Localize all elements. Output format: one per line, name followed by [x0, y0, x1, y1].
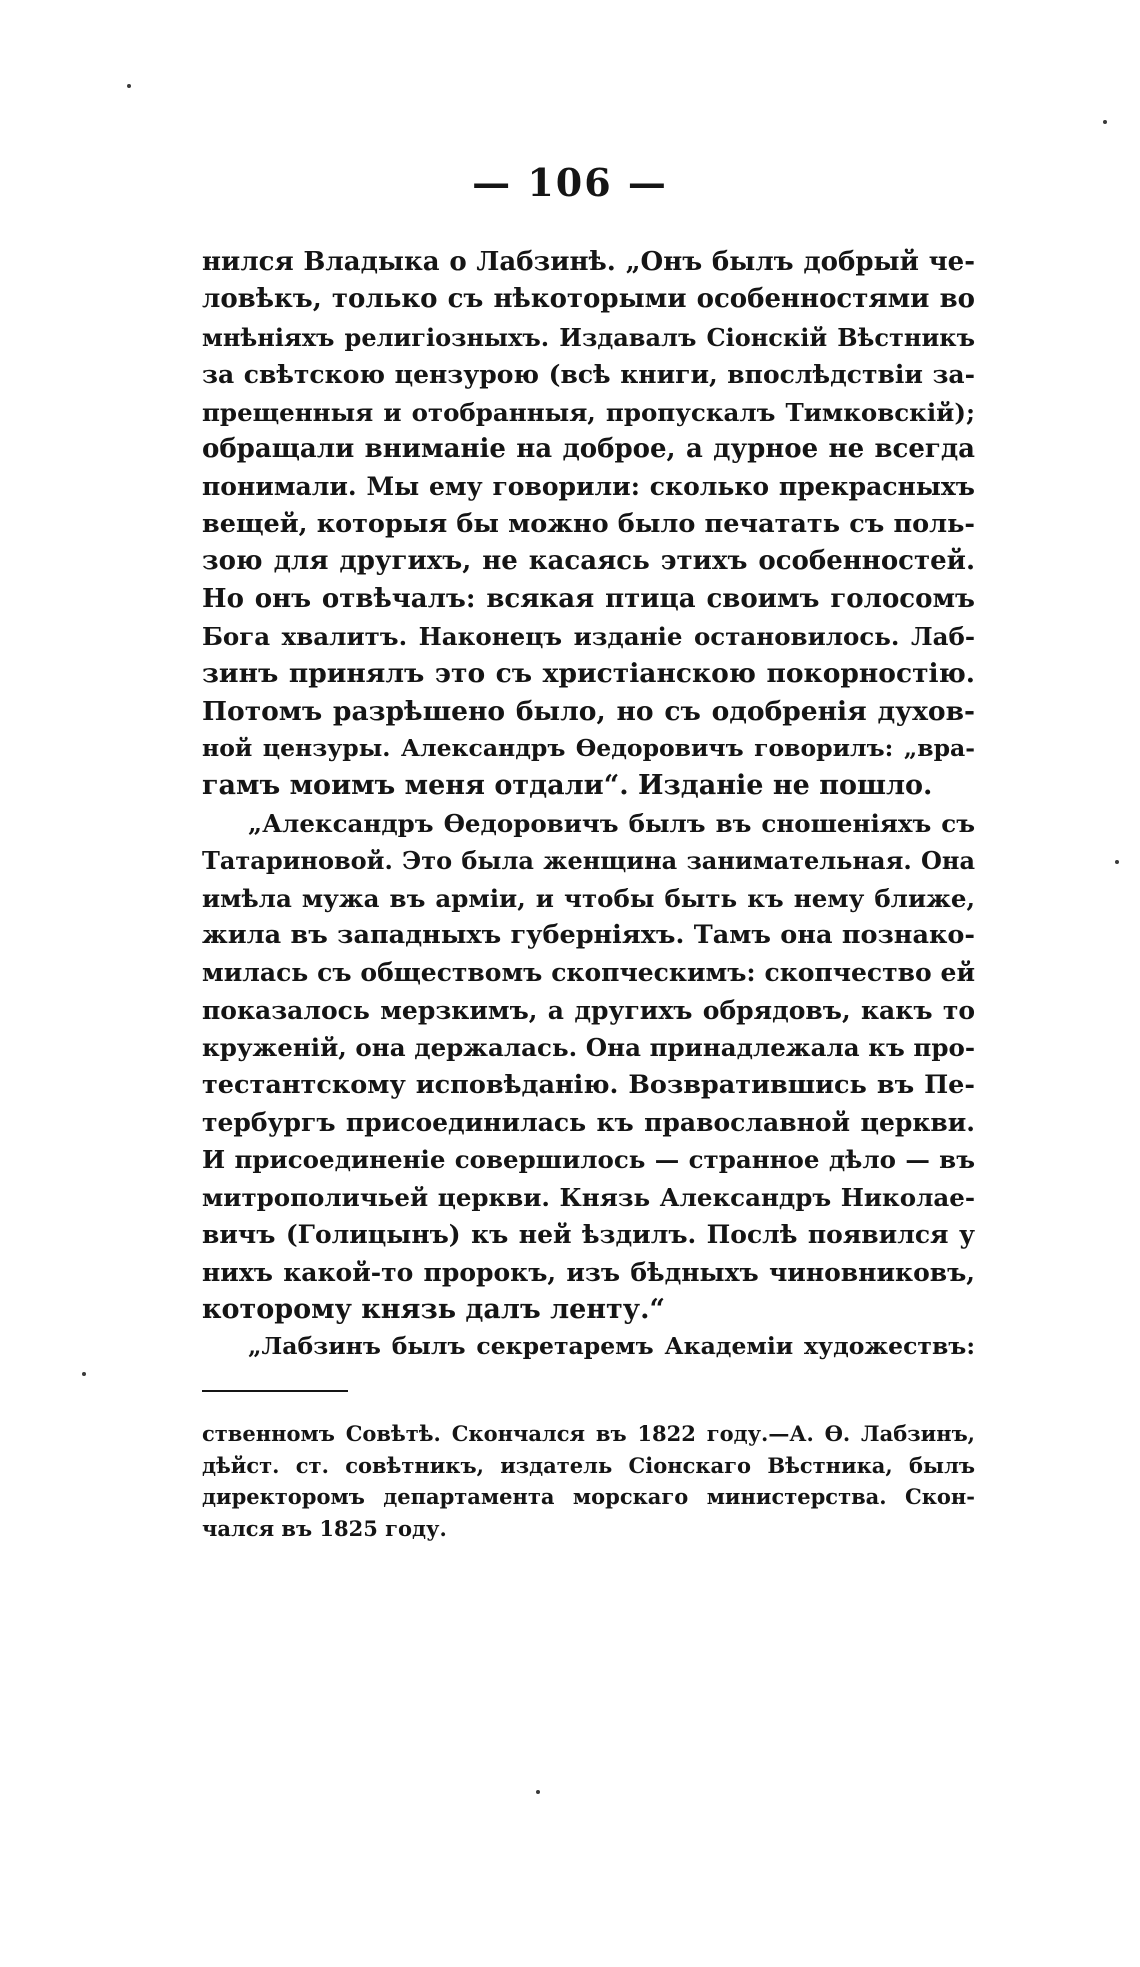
text-line: Потомъ разрѣшено было, но съ одобренія духов-: [202, 695, 975, 727]
text-line: вичъ (Голицынъ) къ ней ѣздилъ. Послѣ появился у: [202, 1220, 975, 1250]
text-line: нихъ какой-то пророкъ, изъ бѣдныхъ чиновниковъ,: [202, 1257, 975, 1287]
text-line: Татариновой. Это была женщина занимательная. Она: [202, 846, 975, 876]
text-line: вещей, которыя бы можно было печатать съ поль-: [202, 508, 975, 539]
text-line: зинъ принялъ это съ христіанскою покорностію.: [202, 658, 975, 690]
page-number: — 106 —: [472, 160, 668, 205]
text-line: милась съ обществомъ скопческимъ: скопчество ей: [202, 958, 975, 988]
text-line: Бога хвалитъ. Наконецъ изданіе остановилось. Лаб-: [202, 621, 975, 651]
text-line: которому князь далъ ленту.“: [202, 1293, 665, 1325]
text-line: за свѣтскою цензурою (всѣ книги, впослѣдствіи за-: [202, 360, 975, 390]
scan-speck: [82, 1372, 86, 1376]
footnote: [202, 1418, 975, 1544]
scan-speck: [127, 84, 131, 88]
text-line: ной цензуры. Александръ Ѳедоровичъ говорилъ: „вра-: [202, 734, 975, 763]
text-line: показалось мерзкимъ, а другихъ обрядовъ, какъ то: [202, 995, 975, 1025]
text-line: понимали. Мы ему говорили: сколько прекрасныхъ: [202, 472, 975, 502]
text-line: обращали вниманіе на доброе, а дурное не всегда: [202, 433, 975, 464]
scan-speck: [1115, 860, 1119, 864]
text-line: „Александръ Ѳедоровичъ былъ въ сношеніяхъ съ: [248, 808, 975, 838]
text-line: тестантскому исповѣданію. Возвратившись въ Пе-: [202, 1069, 975, 1100]
text-line: мнѣніяхъ религіозныхъ. Издавалъ Сіонскій Вѣстникъ: [202, 322, 975, 352]
text-line: круженій, она держалась. Она принадлежала къ про-: [202, 1033, 975, 1063]
scan-speck: [1103, 120, 1107, 124]
footnote-line: директоромъ департамента морскаго министерства. Скон-: [202, 1484, 975, 1509]
text-line: Но онъ отвѣчалъ: всякая птица своимъ голосомъ: [202, 583, 975, 614]
scan-speck: [536, 1790, 540, 1794]
text-line: жила въ западныхъ губерніяхъ. Тамъ она познако-: [202, 920, 975, 951]
footnote-rule: [202, 1390, 348, 1392]
text-line: имѣла мужа въ арміи, и чтобы быть къ нему ближе,: [202, 883, 975, 913]
text-line: ловѣкъ, только съ нѣкоторыми особенностями во: [202, 284, 975, 315]
text-line: прещенныя и отобранныя, пропускалъ Тимковскій);: [202, 397, 975, 427]
text-line: И присоединеніе совершилось — странное дѣло — въ: [202, 1145, 975, 1175]
text-line: нился Владыка о Лабзинѣ. „Онъ былъ добрый че-: [202, 247, 975, 277]
text-line: „Лабзинъ былъ секретаремъ Академіи художествъ:: [248, 1332, 975, 1361]
text-line: гамъ моимъ меня отдали“. Изданіе не пошло.: [202, 770, 933, 802]
text-line: митрополичьей церкви. Князь Александръ Николае-: [202, 1182, 975, 1212]
footnote-line: ственномъ Совѣтѣ. Скончался въ 1822 году.—А. Ѳ. Лабзинъ,: [202, 1421, 975, 1446]
footnote-line: дѣйст. ст. совѣтникъ, издатель Сіонскаго Вѣстника, былъ: [202, 1452, 975, 1478]
body-text: [202, 244, 975, 1366]
text-line: тербургъ присоединилась къ православной церкви.: [202, 1107, 975, 1137]
text-line: зою для другихъ, не касаясь этихъ особенностей.: [202, 546, 975, 577]
footnote-line: чался въ 1825 году.: [202, 1515, 447, 1541]
